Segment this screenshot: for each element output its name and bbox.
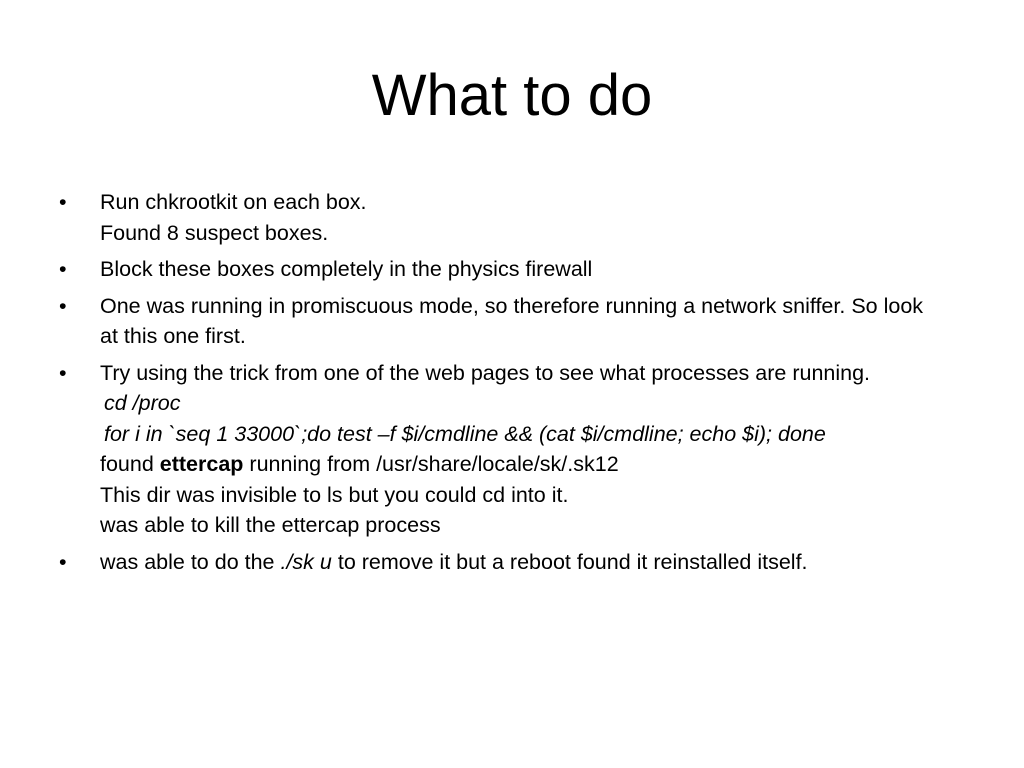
process-name: ettercap: [159, 452, 244, 476]
bullet-icon: •: [59, 360, 67, 385]
bullet-icon: •: [59, 190, 67, 214]
code-line: cd /proc: [104, 391, 181, 415]
bullet-icon: •: [59, 293, 67, 318]
command-name: ./sk u: [280, 549, 332, 574]
bullet-text: Block these boxes completely in the physics firewall: [100, 257, 593, 281]
bullet-text: This dir was invisible to ls but you could cd into it.: [100, 482, 569, 507]
bullet-text: Try using the trick from one of the web pages to see what processes are running.: [100, 360, 871, 385]
list-item: [55, 358, 995, 541]
bullet-text: [100, 547, 995, 578]
list-item: [55, 547, 995, 578]
text-fragment: was able to do the: [100, 549, 281, 574]
bullet-text: was able to kill the ettercap process: [100, 513, 441, 537]
list-item: [55, 187, 995, 248]
bullet-text: One was running in promiscuous mode, so therefore running a network sniffer. So look at this one first.: [100, 293, 924, 348]
list-item: [55, 254, 995, 285]
text-fragment: found: [100, 452, 160, 476]
bullet-icon: •: [59, 257, 67, 281]
list-item: [55, 291, 995, 352]
text-fragment: to remove it but a reboot found it reinstalled itself.: [331, 549, 808, 574]
bullet-text: Found 8 suspect boxes.: [100, 220, 329, 245]
bullet-text: Run chkrootkit on each box.: [100, 190, 367, 214]
bullet-text: [100, 449, 995, 480]
slide-title: What to do: [371, 63, 653, 128]
code-line: for i in `seq 1 33000`;do test –f $i/cmdline && (cat $i/cmdline; echo $i); done: [104, 421, 826, 446]
bullet-icon: •: [59, 549, 67, 574]
bullet-list: [55, 187, 995, 583]
text-fragment: running from /usr/share/locale/sk/.sk12: [243, 452, 619, 476]
